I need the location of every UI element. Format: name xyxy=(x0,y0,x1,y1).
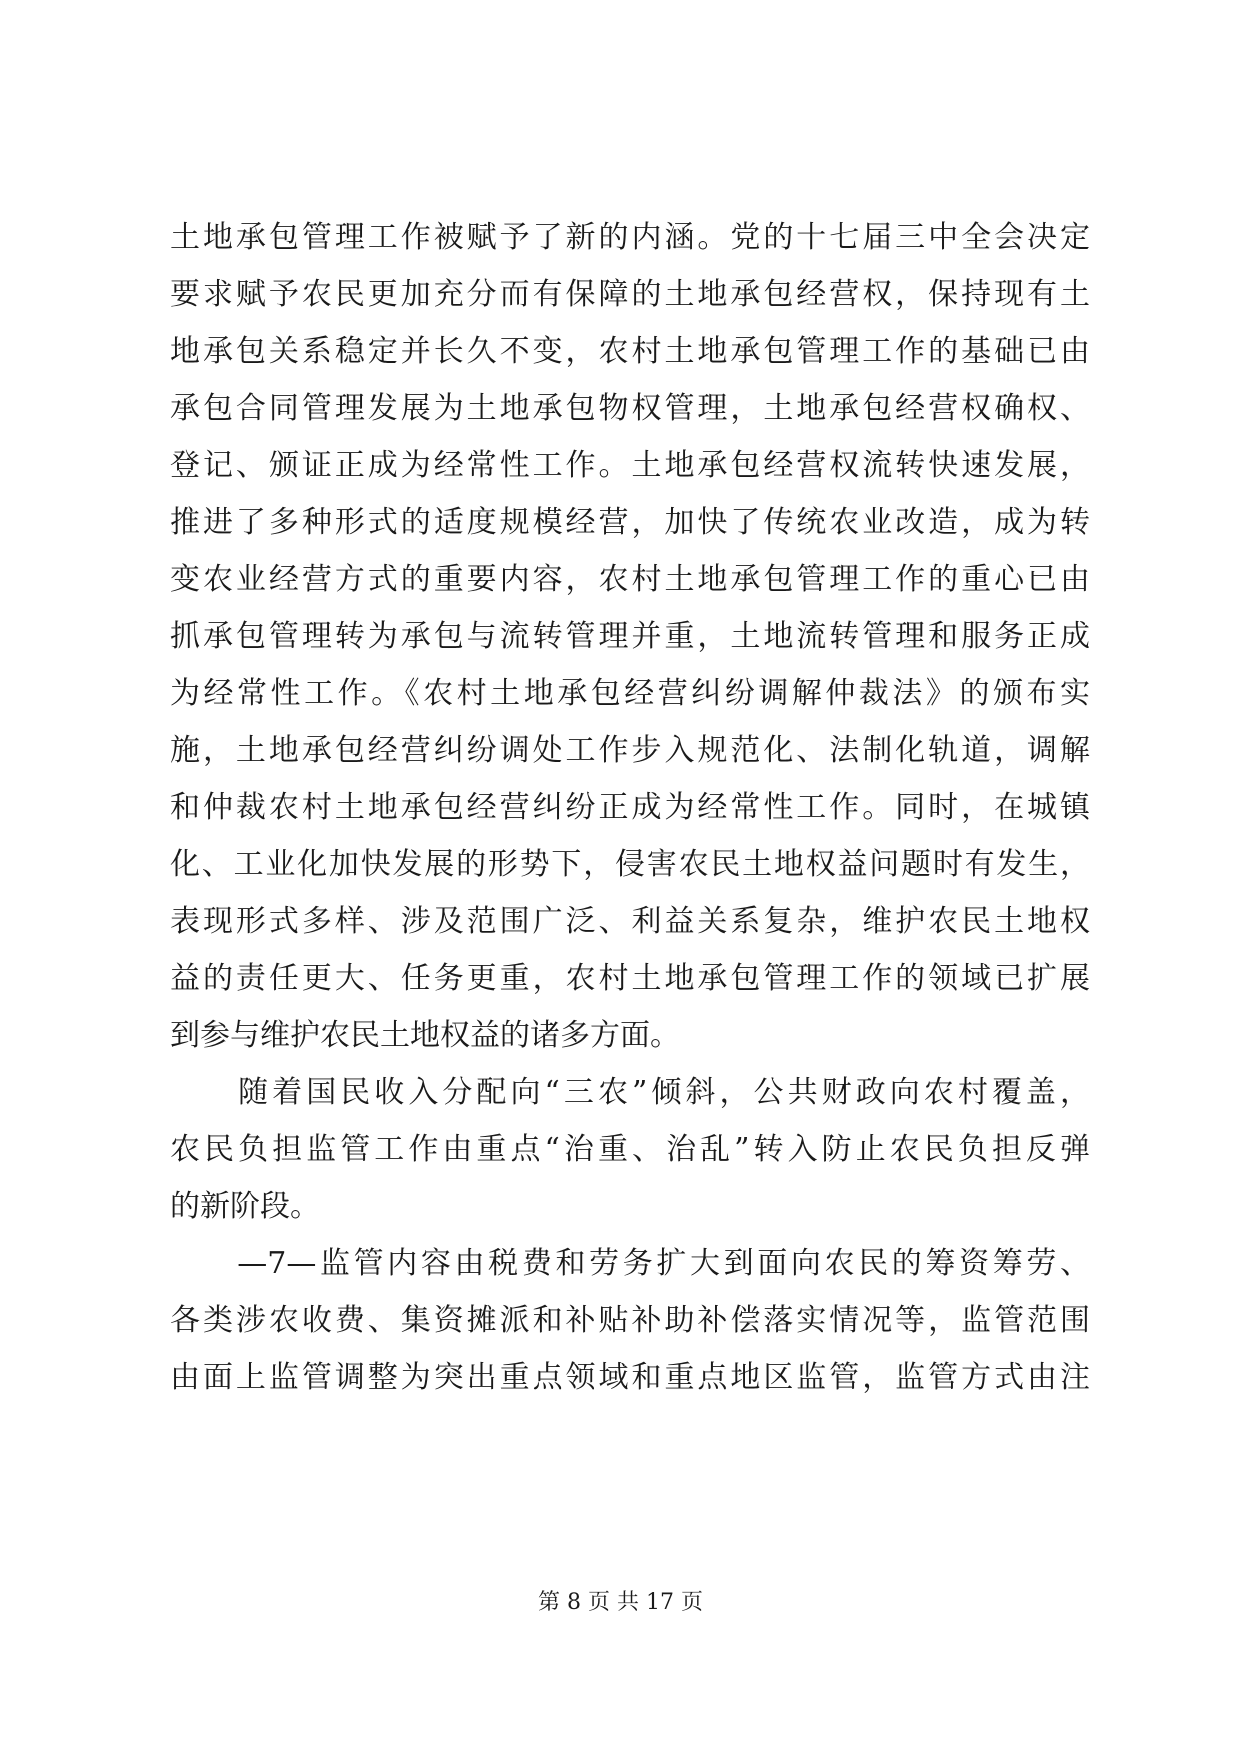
text-line: 推进了多种形式的适度规模经营，加快了传统农业改造，成为转 xyxy=(170,505,1090,540)
text-line: 表现形式多样、涉及范围广泛、利益关系复杂，维护农民土地权 xyxy=(170,904,1090,939)
text-line: 的新阶段。 xyxy=(170,1189,320,1224)
text-line: 随着国民收入分配向“三农”倾斜，公共财政向农村覆盖， xyxy=(170,1075,1090,1110)
text-line: 土地承包管理工作被赋予了新的内涵。党的十七届三中全会决定 xyxy=(170,220,1090,255)
text-line: 益的责任更大、任务更重，农村土地承包管理工作的领域已扩展 xyxy=(170,961,1090,996)
text-line: 各类涉农收费、集资摊派和补贴补助补偿落实情况等，监管范围 xyxy=(170,1303,1090,1338)
text-line: 化、工业化加快发展的形势下，侵害农民土地权益问题时有发生， xyxy=(170,847,1090,882)
text-line: 到参与维护农民土地权益的诸多方面。 xyxy=(170,1018,680,1053)
text-line: 为经常性工作。《农村土地承包经营纠纷调解仲裁法》的颁布实 xyxy=(170,676,1090,711)
text-line: 承包合同管理发展为土地承包物权管理，土地承包经营权确权、 xyxy=(170,391,1090,426)
text-line: 登记、颁证正成为经常性工作。土地承包经营权流转快速发展， xyxy=(170,448,1090,483)
text-line: 变农业经营方式的重要内容，农村土地承包管理工作的重心已由 xyxy=(170,562,1090,597)
text-line: 抓承包管理转为承包与流转管理并重，土地流转管理和服务正成 xyxy=(170,619,1090,654)
page-number-footer: 第 8 页 共 17 页 xyxy=(538,1590,703,1615)
text-line: 农民负担监管工作由重点“治重、治乱”转入防止农民负担反弹 xyxy=(170,1132,1090,1167)
text-line: 要求赋予农民更加充分而有保障的土地承包经营权，保持现有土 xyxy=(170,277,1090,312)
text-line: 由面上监管调整为突出重点领域和重点地区监管，监管方式由注 xyxy=(170,1360,1090,1395)
text-line: 地承包关系稳定并长久不变，农村土地承包管理工作的基础已由 xyxy=(170,334,1090,369)
text-line: 施，土地承包经营纠纷调处工作步入规范化、法制化轨道，调解 xyxy=(170,733,1090,768)
text-line: —7—监管内容由税费和劳务扩大到面向农民的筹资筹劳、 xyxy=(170,1246,1090,1281)
text-line: 和仲裁农村土地承包经营纠纷正成为经常性工作。同时，在城镇 xyxy=(170,790,1090,825)
